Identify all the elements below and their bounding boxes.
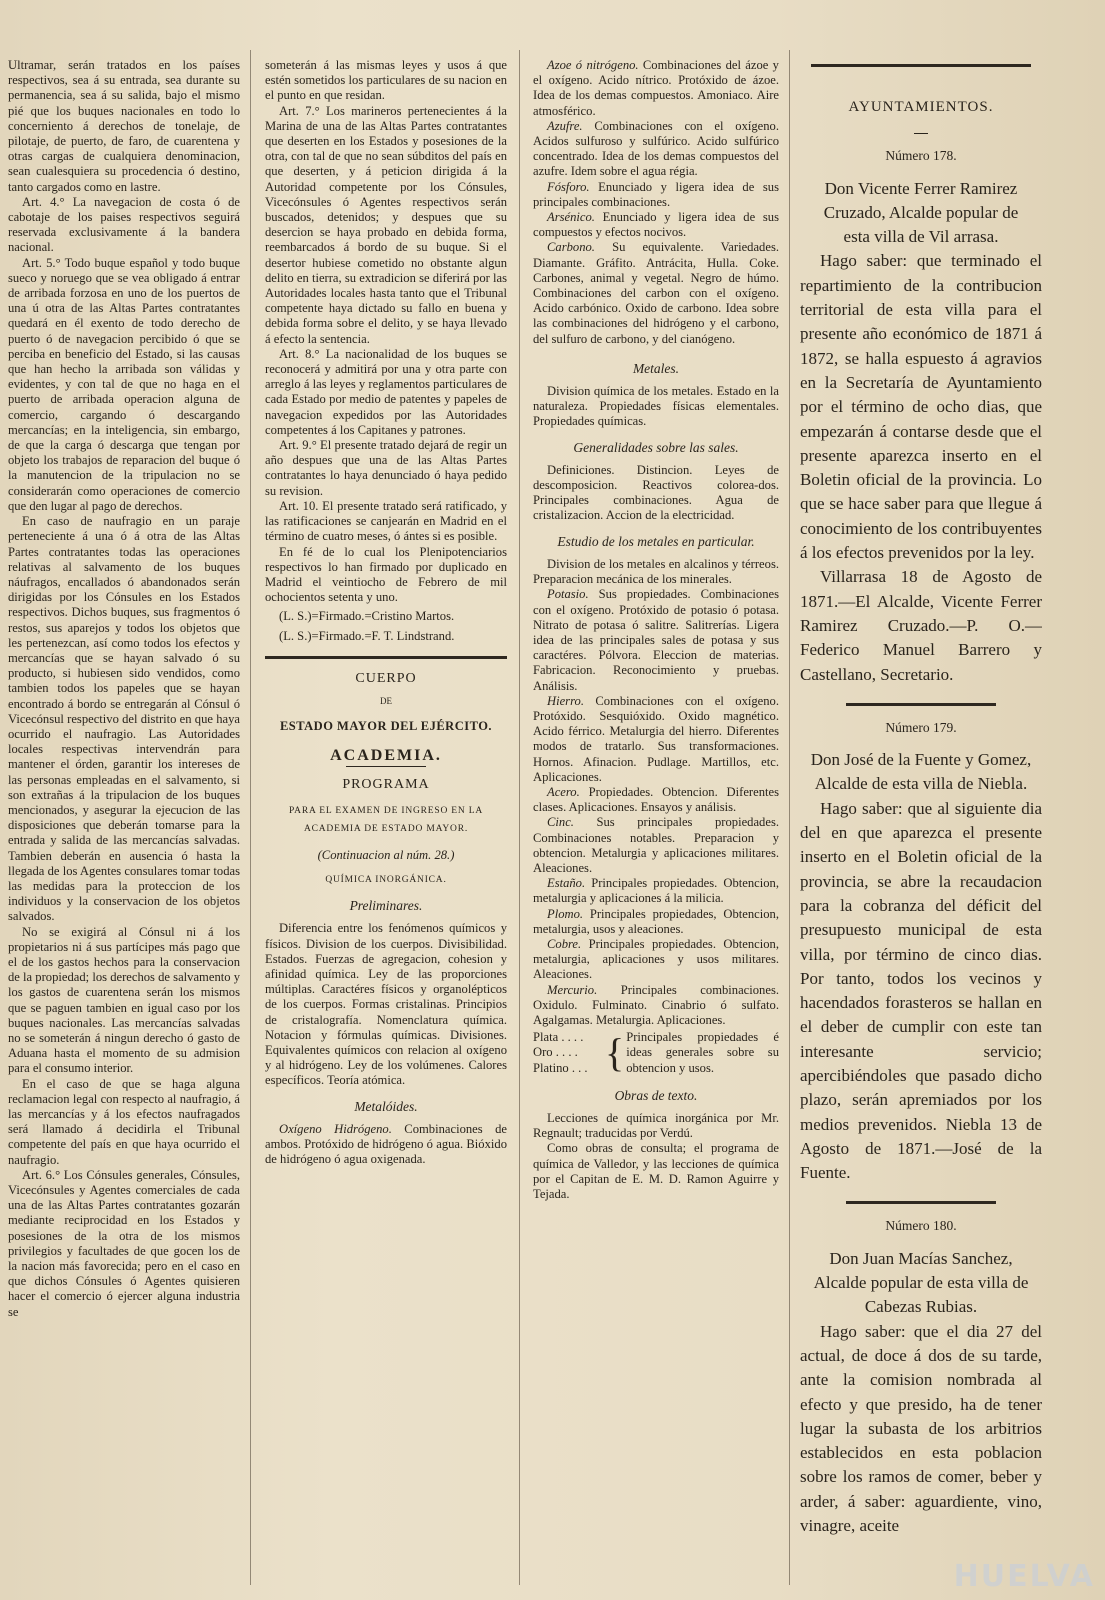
term-text: Sus propiedades. Combinaciones con el oxígeno. Protóxido de potasio ó potasa. Nitrato de potasa ó salitre. Salitrerías. Ligera idea de las principales sales de potasa y sus caractéres. Pólvora. Eleccion de materias. Fabricacion. Reconocimiento y pruebas. Análisis. [533,587,779,693]
column-divider [789,50,790,1585]
column-2 [265,58,507,1580]
library-stamp: HUELVA [953,1559,1095,1594]
column-divider [250,50,251,1585]
term: Hierro. [547,693,584,708]
brace-glyph: { [605,1029,625,1075]
paragraph [533,907,779,937]
paragraph: Ultramar, serán tratados en los países respectivos, sea á su entrada, sea durante su permanencia, sea á su salida, bajo el mismo pié que los buques nacionales en todo lo concerniento á derechos de tonelaje, de pilotaje, de puerto, de faro, de cuarentena y otras cargas de cualquiera denominacion, sean cualesquiera su procedencia ó destino, tanto cargados como en lastre. [8,58,240,194]
paragraph: En el caso de que se haga alguna reclamacion legal con respecto al naufragio, á las mercancías y á los efectos naufragados será llamado á decidirla el Tribunal competente del país en que haya ocurrido el naufragio. [8,1076,240,1167]
section-heading: CUERPO [355,670,417,686]
continuation-note: (Continuacion al núm. 28.) [317,847,455,862]
term: Fósforo. [547,179,590,194]
paragraph: Art. 9.° El presente tratado dejará de regir un año despues que una de las Altas Partes contratantes lo haya denunciado ó haya pedido su revision. [265,438,507,498]
term-text: Principales combinaciones. Oxidulo. Fulminato. Cinabrio ó sulfato. Agalgamas. Metalurgia. Aplicaciones. [533,982,779,1027]
paragraph [533,983,779,1029]
paragraph: Villarrasa 18 de Agosto de 1871.—El Alcalde, Vicente Ferrer Ramirez Cruzado.—P. O.—Federico Manuel Barrero y Castellano, Secretario. [800,567,1042,684]
term-text: Principales propiedades. Obtencion, metalurgia y aplicaciones á la milicia. [533,876,779,906]
paragraph: Definiciones. Distincion. Leyes de descomposicion. Reactivos colorea-dos. Principales combinaciones. Agua de cristalizacion. Accion de la electricidad. [533,462,779,523]
topic-heading: Obras de texto. [614,1087,698,1103]
paragraph: Division química de los metales. Estado en la naturaleza. Propiedades físicas elementales. Propiedades químicas. [533,384,779,429]
paragraph: Art. 7.° Los marineros pertenecientes á la Marina de una de las Altas Partes contratantes que deserten en los Estados y posesiones de la otra, con tal de que no sean súbditos del país en que deserten, y á peticion dirigida á la Autoridad competente por los Cónsules, Vicecónsules ó Agentes respectivos serán buscados, detenidos; y despues que su desercion se haya probado en debida forma, reembarcados á bordo de su buque. Si el desertor hubiese cometido no obstante algun delito en tierra, su extradicion se diferirá por las Autoridades locales hasta tanto que el Tribunal competente haya dictado su fallo en buena y debida forma sobre el delito, y se haya llevado á efecto la sentencia. [265,103,507,346]
term: Arsénico. [547,210,595,225]
paragraph [265,1122,507,1168]
section-rule [265,656,507,659]
paragraph [533,785,779,815]
term-text: Principales propiedades, Obtencion, metalurgia, usos y aleaciones. [533,906,779,936]
paragraph: En fé de lo cual los Plenipotenciarios respectivos lo han firmado por duplicado en Madrid el veintiocho de Febrero de mil ochocientos setenta y uno. [265,544,507,605]
paragraph: Art. 10. El presente tratado será ratificado, y las ratificaciones se canjearán en Madrid en el término de cuatro meses, ó ántes si es posible. [265,498,507,544]
topic-heading: Preliminares. [349,898,423,914]
paragraph: Art. 4.° La navegacion de costa ó de cabotaje de los paises respectivos seguirá reservada exclusivamente á la bandera nacional. [8,194,240,255]
term-text: Enunciado y ligera idea de sus principales combinaciones. [533,179,779,209]
notice-heading: Don Vicente Ferrer Ramirez Cruzado, Alcalde popular de esta villa de Vil arrasa. [823,178,1019,247]
academia-heading: ACADEMIA. [330,747,442,765]
notice-number: Número 178. [885,148,957,164]
brace-label: Platino . . . [533,1060,588,1075]
paragraph: Hago saber: que el dia 27 del actual, de doce á dos de su tarde, ante la comision nombrada al efecto y que presido, ha de tener lugar la subasta de los arbitrios establecidos en esta poblacion sobre los ramos de comer, beber y arder, á saber: aguardiente, vino, vinagre, aceite [800,1321,1042,1536]
section-heading: DE [380,695,392,706]
topic-heading: Estudio de los metales en particular. [557,533,755,549]
paragraph [533,937,779,983]
term: Cobre. [547,936,582,951]
paragraph: Diferencia entre los fenómenos químicos y físicos. Division de los cuerpos. Divisibilidad. Estados. Fuerzas de agregacion, cohesion y afinidad química. Ley de las proporciones múltiplas. Caractéres físicos y organolépticos de los cuerpos. Formas cristalinas. Principios de cristalografía. Nomenclatura química. Notacion y fórmulas químicas. Divisiones. Equivalentes químicos con relacion al oxígeno y al hidrógeno. Ley de los volúmenes. Calores específicos. Teoría atómica. [265,921,507,1088]
term-text: Combinaciones de ambos. Protóxido de hidrógeno ó agua. Bióxido de hidrógeno ó agua oxigenada. [265,1121,507,1167]
metals-brace-group [533,1030,779,1076]
term-text: Combinaciones con el oxígeno. Acidos sulfuroso y sulfúrico. Acido sulfúrico concentrado. Idea de los demas compuestos del azufre. Idem sobre el agua régia. [533,118,779,179]
term: Oxígeno Hidrógeno. [279,1121,392,1136]
ayuntamientos-title: AYUNTAMIENTOS. [848,99,994,115]
paragraph [533,180,779,210]
notice-rule [846,703,996,706]
column-4 [800,58,1042,1580]
programa-heading: PROGRAMA [342,776,430,792]
term-text: Propiedades. Obtencion. Diferentes clases. Aplicaciones. Ensayos y análisis. [533,784,779,815]
paragraph [533,240,779,346]
signature: (L. S.)=Firmado.=F. T. Lindstrand. [279,628,455,643]
ornament-rule [346,766,426,767]
paragraph: No se exigirá al Cónsul ni á los propietarios ni á sus partícipes más pago que el de los gastos hechos para la conservacion de la propiedad; los derechos de salvamento y los gastos de cuarentena serán los mismos que se paguen tambien en igual caso por los buques nacionales. Las mercancías salvadas no se someterán á ningun derecho ó gasto de Aduana hasta el momento de su admision para el consumo interior. [8,924,240,1076]
subject-heading: QUÍMICA INORGÁNICA. [325,874,447,885]
term-text: Combinaciones del ázoe y el oxígeno. Acido nítrico. Protóxido de ázoe. Idea de los demas compuestos. Amoniaco. Aire atmosférico. [533,58,779,118]
term-text: Su equivalente. Variedades. Diamante. Gráfito. Antrácita, Hulla. Coke. Carbones, animal y vegetal. Negro de húmo. Combinaciones del carbon con el oxígeno. Acido carbónico. Oxido de carbono. Idea sobre las combinaciones del hidrógeno y el carbono, del sulfuro de carbono, y del cianógeno. [533,240,779,346]
paragraph: Hago saber: que al siguiente dia del en que aparezca el presente inserto en el Boletin oficial de la provincia, se abre la recaudacion para la cobranza del déficit del presupuesto municipal de esta villa, por término de cinco dias. Por tanto, todos los vecinos y hacendados forasteros se hallan en el deber de cumplir con este tan interesante servicio; apercibiéndoles que pasado dicho plazo, serán apremiados por los medios prevenidos. Niebla 13 de Agosto de 1871.—José de la Fuente. [800,798,1042,1183]
paragraph [533,210,779,240]
paragraph: Art. 6.° Los Cónsules generales, Cónsules, Vicecónsules y Agentes comerciales de cada una de las Altas Partes contratantes gozarán mediante reciprocidad en los Estados y posesiones de la otra de los mismos privilegios y facultades de que gocen los de la nacion más favorecida; pero en el caso en que dichos Cónsules ó Agentes quisieren hacer el comercio ó ejercer alguna industria se [8,1167,240,1319]
term-text: Enunciado y ligera idea de sus compuestos y efectos nocivos. [533,210,779,240]
notice-rule [846,1201,996,1204]
brace-label: Oro . . . . [533,1045,578,1060]
term: Azoe ó nitrógeno. [547,58,639,72]
column-3 [533,58,779,1580]
notice-heading: Don José de la Fuente y Gomez, Alcalde de esta villa de Niebla. [810,750,1032,794]
notice-number: Número 180. [885,1218,957,1234]
section-heading: ESTADO MAYOR DEL EJÉRCITO. [279,719,493,734]
paragraph [533,694,779,785]
topic-heading: Metalóides. [354,1098,418,1114]
term: Mercurio. [547,982,598,997]
top-rule [811,64,1031,67]
term: Azufre. [547,118,583,133]
topic-heading: Metales. [632,360,680,376]
brace-label: Plata . . . . [533,1030,584,1045]
paragraph: Art. 5.° Todo buque español y todo buque sueco y noruego que se vea obligado á entrar de arribada forzosa en uno de los puertos de una ú otra de las Altas Partes contratantes quedará en él exento de todo derecho de puerto ó de navegacion percibido ó que se perciba en beneficio del Estado, si las causas que han hecho la arribada son válidas y evidentes, y con tal de que no haga en el puerto de arribada operacion alguna de comercio, cargando ó descargando mercancías; en la inteligencia, sin embargo, de que la carga ó descarga que tengan por objeto los trabajos de reparacion del buque ó la manutencion de la tripulacion no se considerarán como operaciones de comercio que den lugar al pago de derechos. [8,255,240,513]
paragraph: Division de los metales en alcalinos y térreos. Preparacion mecánica de los minerales. [533,556,779,587]
paragraph: someterán á las mismas leyes y usos á que estén sometidos los particulares de su nacion en el punto en que residan. [265,58,507,103]
column-divider [519,50,520,1585]
term: Potasio. [547,587,589,602]
term: Estaño. [547,876,586,891]
paragraph [533,815,779,876]
notice-heading: Don Juan Macías Sanchez, Alcalde popular de esta villa de Cabezas Rubias. [813,1248,1029,1317]
paragraph [533,119,779,180]
column-1 [8,58,240,1580]
term: Plomo. [547,906,584,921]
paragraph: Lecciones de química inorgánica por Mr. Regnault; traducidas por Verdú. [533,1111,779,1141]
paragraph [533,876,779,906]
notice-number: Número 179. [885,719,957,735]
brace-labels [533,1030,603,1076]
paragraph: Como obras de consulta; el programa de química de Valledor, y las lecciones de química por el Capitan de E. M. D. Ramon Aguirre y Tejada. [533,1141,779,1202]
paragraph: En caso de naufragio en un paraje perteneciente á una ó á otra de las Altas Partes contratantes todas las operaciones relativas al salvamento de los buques náufragos, encallados ó abandonados serán dirigidas por los Cónsules en los Estados respectivos. Dichos buques, sus fragmentos ó restos, sus aparejos y todos los objetos que les pertenezcan, así como todos los efectos y mercancías que se hayan salvado ó su producto, si hubiesen sido vendidos, como tambien todos los papeles que se hayan encontrado á bordo se entregarán al Cónsul ó Vicecónsul respectivo del distrito en que haya ocurrido el naufragio. Las Autoridades locales respectivas intervendrán para mantener el órden, garantir los intereses de las personas empleadas en el salvamento, si son extrañas á la tripulacion de los buques mencionados, y asegurar la ejecucion de las disposiciones que deberán tomarse para la entrada y salida de las mercancías salvadas. Tambien deberán en ausencia ó hasta la llegada de los Agentes consulares tomar todas las medidas para la proteccion de los individuos y la conservacion de los objetos salvados. [8,514,240,924]
term-text: Sus principales propiedades. Combinaciones notables. Preparacion y obtencion. Metalurgia y aplicaciones militares. Aleaciones. [533,815,779,875]
paragraph: Hago saber: que terminado el repartimiento de la contribucion territorial de esta villa para el presente año económico de 1871 á 1872, se halla espuesto á agravios en la Secretaría de Ayuntamiento por el término de ocho dias, que empezarán á contarse desde que el presente aparezca inserto en el Boletin oficial de la provincia. Lo que se hace saber para que llegue á conocimiento de los contribuyentes á los efectos prevenidos por la ley. [800,251,1042,563]
paragraph: Art. 8.° La nacionalidad de los buques se reconocerá y admitirá por una y otra parte con arreglo á las leyes y reglamentos particulares de cada Estado por medio de patentes y papeles de navegacion expedidos por las Autoridades competentes á los Capitanes y patrones. [265,346,507,437]
signature: (L. S.)=Firmado.=Cristino Martos. [279,609,455,624]
topic-heading: Generalidades sobre las sales. [573,439,739,455]
term-text: Principales propiedades. Obtencion, metalurgia, aplicaciones y usos militares. Aleaciones. [533,936,779,982]
dash [914,133,928,134]
term: Acero. [547,784,580,799]
programa-subheading: PARA EL EXAMEN DE INGRESO EN LA ACADEMIA DE ESTADO MAYOR. [288,805,484,834]
paragraph [533,587,779,693]
term: Carbono. [547,240,595,255]
paragraph [533,58,779,119]
term: Cinc. [547,815,574,830]
brace-text: Principales propiedades é ideas generales sobre su obtencion y usos. [626,1030,779,1075]
term-text: Combinaciones con el oxígeno. Protóxido. Sesquióxido. Oxido magnético. Acido férrico. Metalurgia del hierro. Diferentes modos de tratarlo. Sus transformaciones. Hornos. Afinacion. Pudlage. Martillos, etc. Aplicaciones. [533,693,779,784]
